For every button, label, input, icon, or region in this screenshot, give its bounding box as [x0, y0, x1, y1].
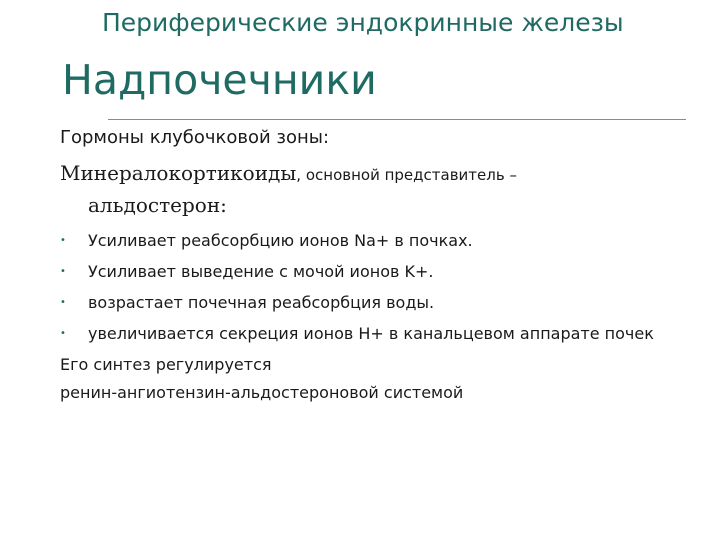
intro-term: Минералокортикоиды — [60, 161, 297, 185]
intro-colon: : — [220, 193, 227, 217]
bullet-icon: • — [60, 235, 66, 246]
list-item-text: увеличивается секреция ионов H+ в канальцевом аппарате почек — [88, 324, 654, 343]
list-item-text: Усиливает реабсорбцию ионов Na+ в почках. — [88, 231, 473, 250]
section-heading: Гормоны клубочковой зоны: — [60, 127, 330, 148]
intro-paragraph — [60, 158, 700, 222]
list-item — [60, 323, 700, 345]
title-divider — [108, 119, 686, 120]
slide-content — [60, 126, 700, 404]
effects-list — [60, 230, 700, 345]
intro-text: , основной представитель – — [296, 166, 517, 184]
list-item-text: Усиливает выведение с мочой ионов K+. — [88, 262, 434, 281]
list-item — [60, 261, 700, 283]
bullet-icon: • — [60, 266, 66, 277]
intro-line-2 — [60, 190, 700, 222]
list-item-text: возрастает почечная реабсорбция воды. — [88, 293, 435, 312]
bullet-icon: • — [60, 328, 66, 339]
regulation-text-line-2: ренин-ангиотензин-альдостероновой системой — [60, 383, 464, 402]
list-item — [60, 292, 700, 314]
intro-hormone: альдостерон — [88, 193, 221, 217]
slide-subtitle: Периферические эндокринные железы — [102, 8, 624, 37]
slide-title: Надпочечники — [62, 56, 377, 104]
regulation-text-line-1: Его синтез регулируется — [60, 355, 272, 374]
bullet-icon: • — [60, 297, 66, 308]
list-item — [60, 230, 700, 252]
